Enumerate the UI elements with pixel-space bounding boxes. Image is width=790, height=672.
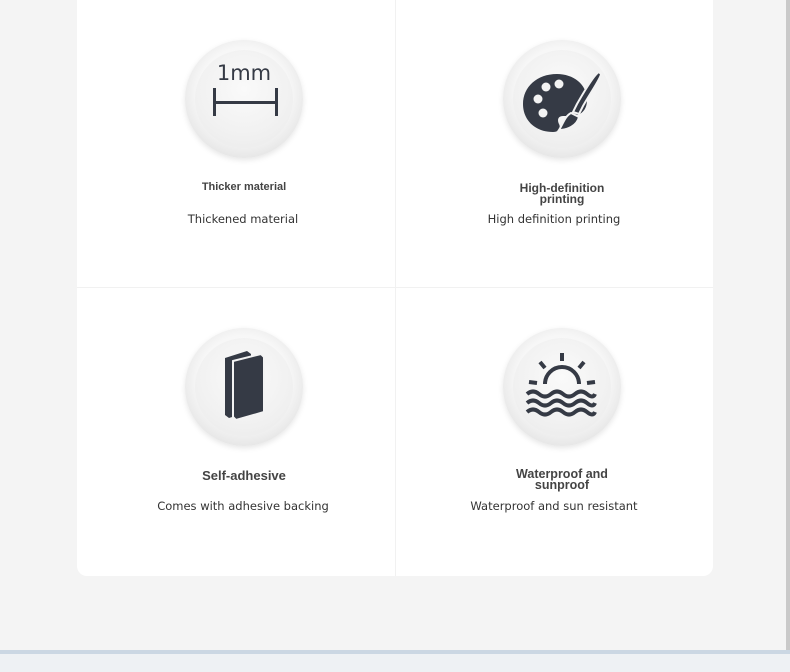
ruler-label: 1mm: [216, 61, 272, 85]
feature-subtitle: High definition printing: [487, 212, 621, 226]
feature-self-adhesive: [77, 288, 395, 576]
feature-subtitle: Thickened material: [187, 212, 299, 226]
feature-subtitle: Comes with adhesive backing: [157, 499, 329, 513]
feature-waterproof-sunproof: [395, 288, 713, 576]
sheets-icon: [185, 328, 303, 446]
features-card: [77, 0, 713, 576]
feature-title: High-definition printing: [519, 181, 605, 206]
bottom-window-edge: [0, 650, 790, 672]
feature-title: Self-adhesive: [202, 468, 286, 483]
feature-subtitle: Waterproof and sun resistant: [470, 499, 638, 513]
feature-title: Waterproof and sunproof: [516, 467, 608, 492]
sun-waves-icon: [503, 328, 621, 446]
palette-icon: [503, 40, 621, 158]
feature-high-definition-printing: [395, 0, 713, 288]
feature-title: Thicker material: [201, 181, 287, 193]
feature-thicker-material: [77, 0, 395, 288]
right-window-edge: [786, 0, 790, 650]
ruler-1mm-icon: [185, 40, 303, 158]
